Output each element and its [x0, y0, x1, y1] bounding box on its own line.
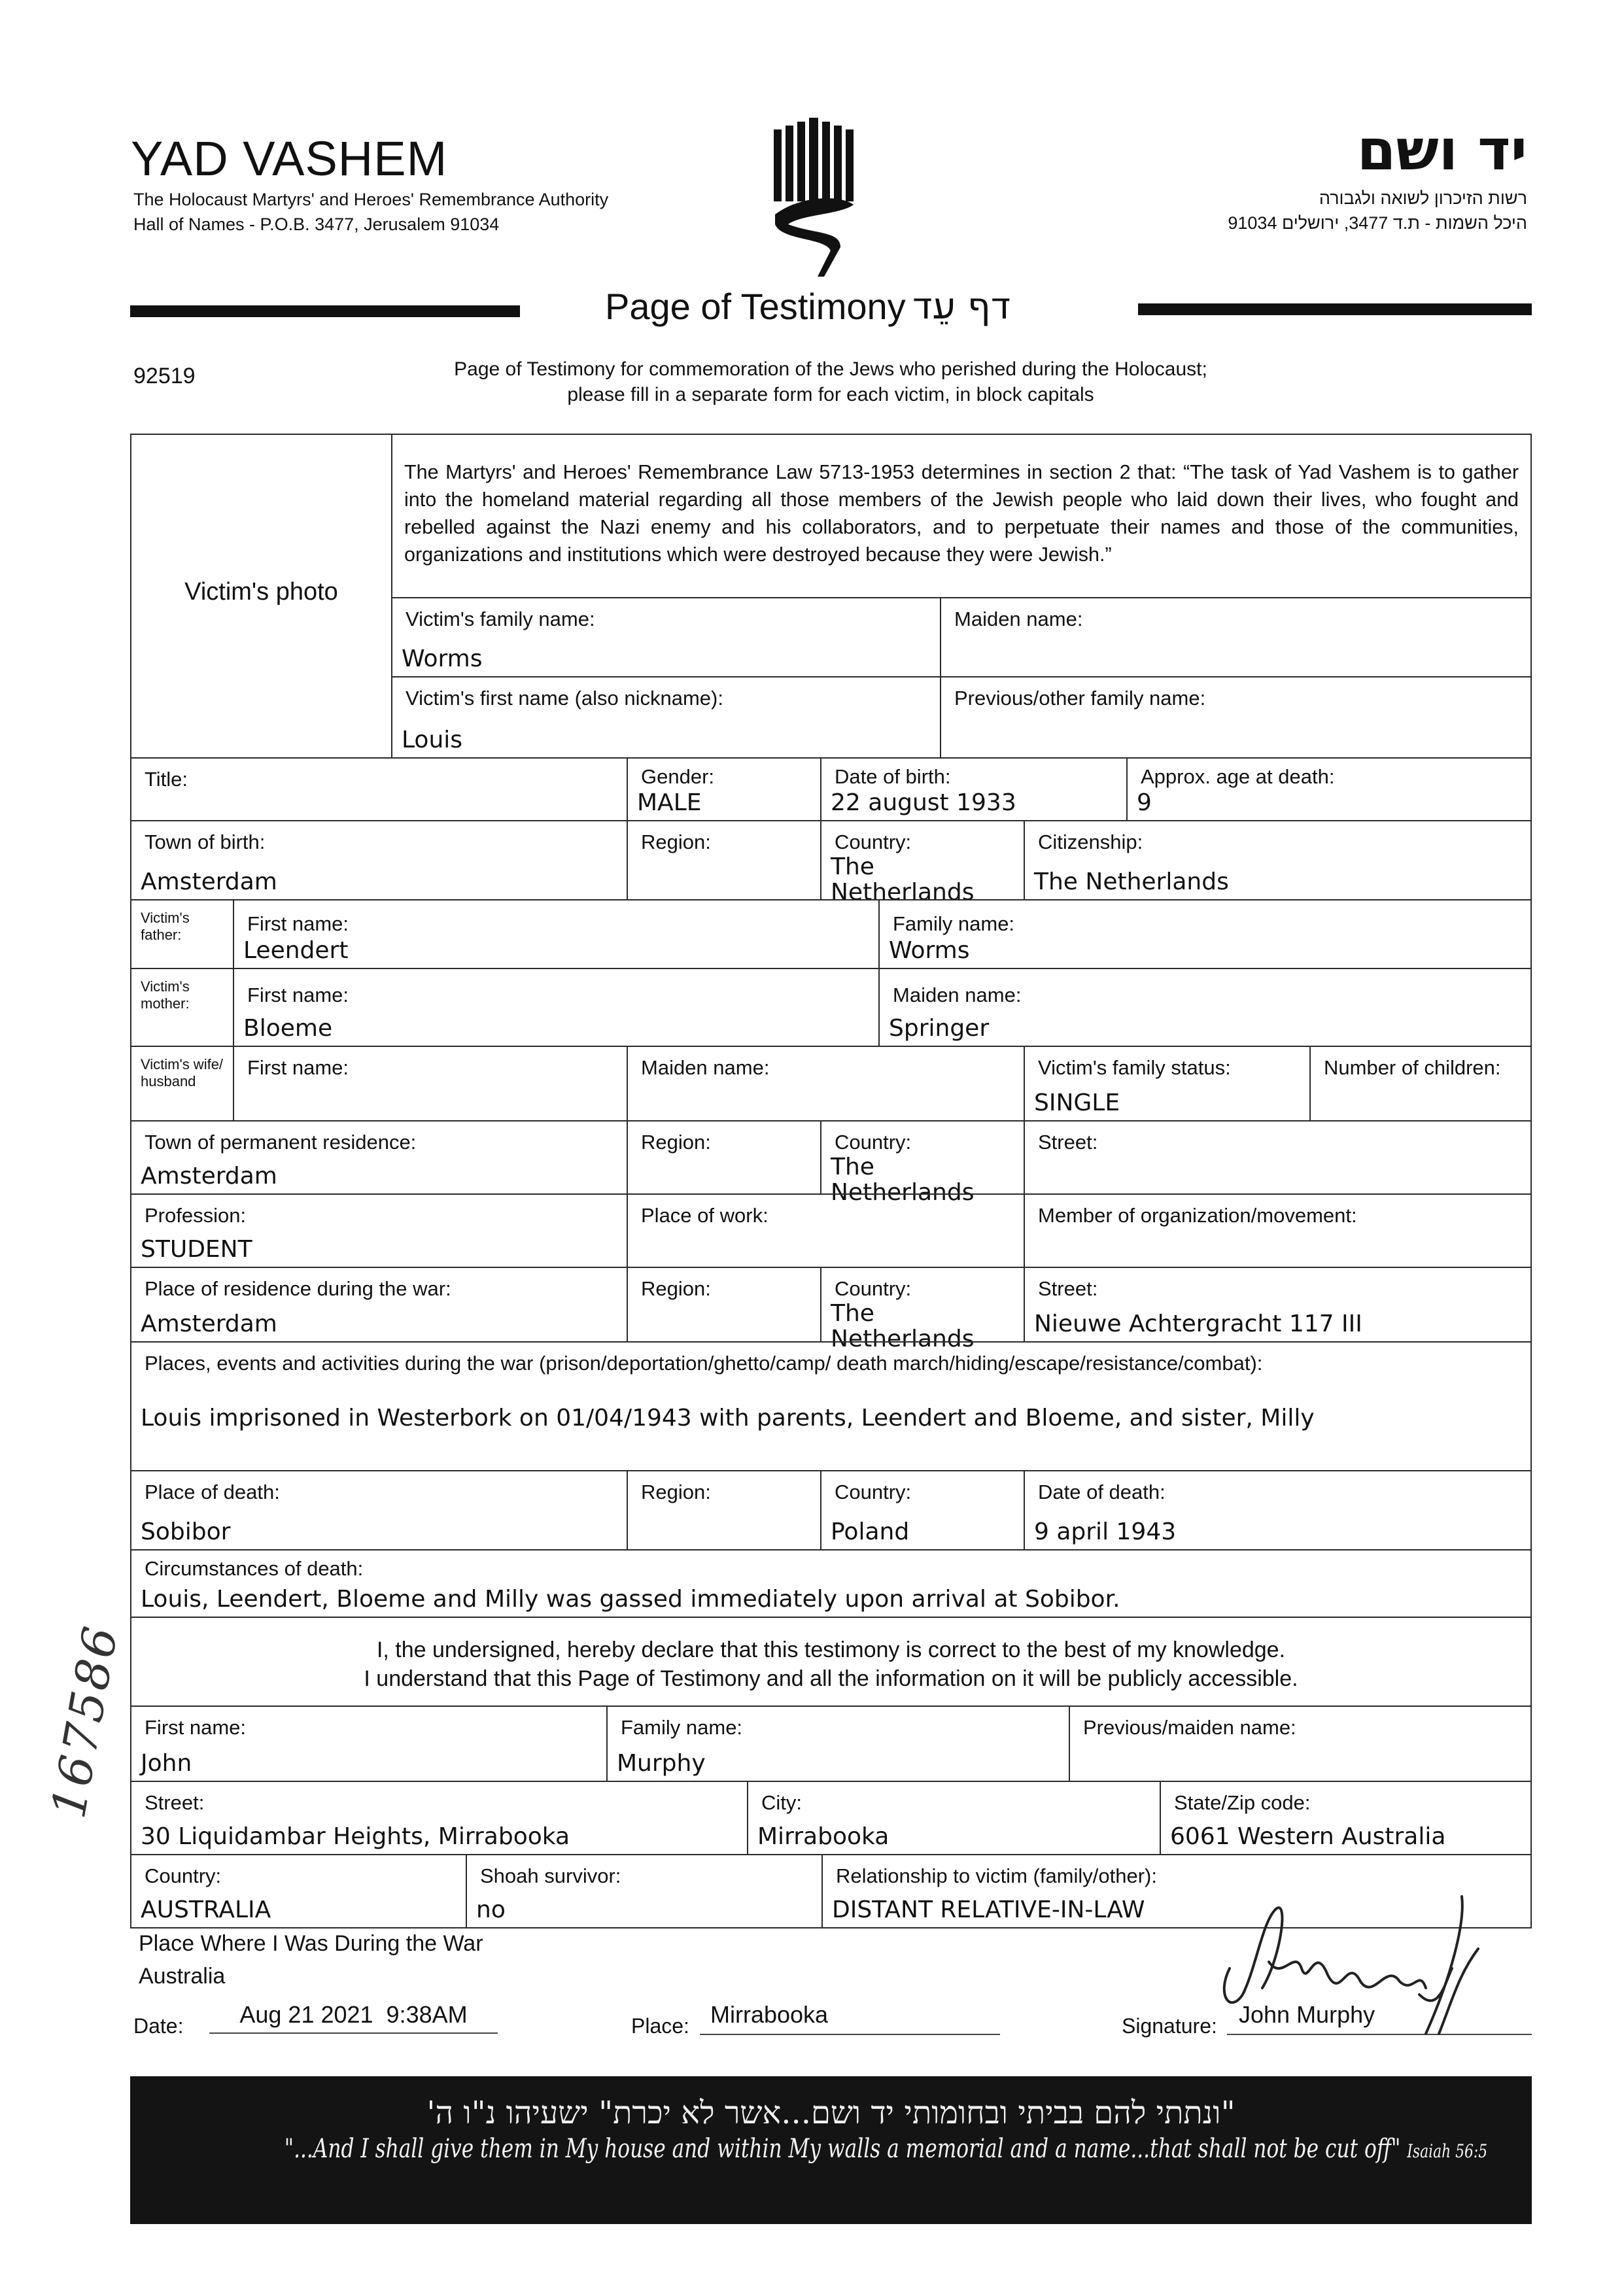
label: Place of residence during the war: — [145, 1277, 451, 1300]
value: Springer — [889, 1015, 990, 1042]
war-places-field[interactable] — [130, 1341, 1532, 1471]
declaration-line-1: I, the undersigned, hereby declare that this testimony is correct to the best of my knowledge. — [376, 1637, 1286, 1662]
signature-name[interactable]: John Murphy — [1239, 2001, 1375, 2028]
submitter-previous-name-field[interactable] — [1069, 1705, 1532, 1782]
organization-field[interactable] — [1024, 1193, 1532, 1268]
victim-family-name-field[interactable] — [391, 597, 941, 677]
date-underline — [209, 2032, 498, 2034]
value: Bloeme — [243, 1015, 333, 1042]
value: Louis, Leendert, Bloeme and Milly was gassed immediately upon arrival at Sobibor. — [141, 1586, 1120, 1613]
isaiah-quote-banner — [130, 2076, 1532, 2224]
victim-first-name-field[interactable] — [391, 676, 941, 759]
banner-hebrew: "ונתתי להם בביתי ובחומותי יד ושם...אשר לא יכרת" ישעיהו נ"ו ה' — [426, 2095, 1235, 2131]
org-address: Hall of Names - P.O.B. 3477, Jerusalem 91034 — [133, 214, 500, 234]
label: Country: — [835, 1277, 912, 1300]
org-name-hebrew: יד ושם — [1356, 118, 1527, 183]
father-first-name-field[interactable] — [233, 899, 880, 969]
death-region-field[interactable] — [627, 1470, 821, 1551]
value: Poland — [831, 1518, 910, 1546]
org-subtitle-hebrew: רשות הזיכרון לשואה ולגבורה — [1319, 188, 1527, 208]
title-rule-right — [1138, 303, 1532, 315]
victim-photo-label: Victim's photo — [184, 578, 338, 606]
label: Region: — [641, 1131, 711, 1154]
org-address-hebrew: היכל השמות - ת.ד 3477, ירושלים 91034 — [1228, 213, 1527, 233]
label: Street: — [1038, 1277, 1098, 1300]
place-value[interactable]: Mirrabooka — [710, 2001, 829, 2028]
gender-field[interactable] — [627, 757, 821, 821]
label: Relationship to victim (family/other): — [836, 1864, 1157, 1887]
value: John — [141, 1750, 192, 1777]
value: The Netherlands — [831, 1299, 975, 1353]
org-subtitle: The Holocaust Martyrs' and Heroes' Remembrance Authority — [133, 190, 609, 209]
form-number: 92519 — [133, 364, 196, 388]
war-place-label: Place Where I Was During the War — [139, 1931, 483, 1956]
form-title-hebrew: דף עֵד — [912, 285, 1011, 328]
value: Leendert — [243, 937, 349, 965]
instructions-line-1: Page of Testimony for commemoration of the Jews who perished during the Holocaust; — [454, 358, 1207, 380]
label: Street: — [145, 1791, 205, 1814]
number-of-children-field[interactable] — [1309, 1046, 1532, 1122]
label: Town of permanent residence: — [145, 1131, 417, 1154]
label: Approx. age at death: — [1141, 765, 1335, 788]
value: Amsterdam — [141, 1163, 277, 1190]
label: Gender: — [641, 765, 715, 788]
label: Maiden name: — [954, 608, 1083, 630]
title-rule-left — [130, 305, 520, 317]
label: Profession: — [145, 1204, 247, 1227]
victim-maiden-name-field[interactable] — [940, 597, 1532, 677]
label: Victim's family name: — [406, 608, 595, 630]
family-status-field[interactable] — [1024, 1046, 1311, 1122]
label: Country: — [835, 1131, 912, 1154]
value: Mirrabooka — [757, 1823, 890, 1851]
value: Louis — [402, 727, 463, 754]
declaration-line-2: I understand that this Page of Testimony and all the information on it will be publicly accessible. — [364, 1666, 1298, 1691]
label: Title: — [145, 768, 188, 791]
residence-region-field[interactable] — [627, 1120, 821, 1195]
label: First name: — [247, 1056, 349, 1079]
date-value[interactable]: Aug 21 2021 9:38AM — [239, 2001, 468, 2028]
residence-street-field[interactable] — [1024, 1120, 1532, 1195]
mother-first-name-field[interactable] — [233, 968, 880, 1047]
label: Previous/maiden name: — [1083, 1716, 1296, 1739]
label: Country: — [835, 831, 912, 853]
victim-photo-box[interactable] — [130, 434, 392, 759]
declaration — [130, 1617, 1532, 1707]
yad-vashem-logo — [762, 116, 880, 280]
label: Region: — [641, 831, 711, 853]
date-of-death-field[interactable] — [1024, 1470, 1532, 1551]
law-text: The Martyrs' and Heroes' Remembrance Law 5713-1953 determines in section 2 that: “The task of Yad Vashem is to gather into the homeland material regarding all those members of the Jewish people who laid down their lives, who fought and rebelled against the Nazi enemy and his collaborators, and to perpetuate their names and those of the communities, organizations and institutions which were destroyed because they were Jewish.” — [391, 434, 1532, 598]
town-of-birth-field[interactable] — [130, 820, 628, 900]
handwritten-archive-number: 167586 — [41, 1620, 129, 1823]
value: Sobibor — [141, 1518, 231, 1546]
label: Victim's first name (also nickname): — [406, 687, 723, 710]
submitter-city-field[interactable] — [747, 1781, 1161, 1855]
label: Place of work: — [641, 1204, 769, 1227]
value: 22 august 1933 — [831, 789, 1016, 817]
label: Circumstances of death: — [145, 1557, 364, 1580]
submitter-street-field[interactable] — [130, 1781, 748, 1855]
value: Amsterdam — [141, 1311, 277, 1338]
death-country-field[interactable] — [820, 1470, 1025, 1551]
label: Maiden name: — [641, 1056, 770, 1079]
label: First name: — [247, 912, 349, 935]
place-of-death-field[interactable] — [130, 1470, 628, 1551]
banner-citation: Isaiah 56:5 — [1407, 2140, 1488, 2162]
signature-label: Signature: — [1122, 2014, 1217, 2038]
mother-maiden-name-field[interactable] — [878, 968, 1532, 1047]
banner-english: "...And I shall give them in My house and within My walls a memorial and a name...that shall not be cut off" — [284, 2134, 1401, 2164]
instructions — [366, 356, 1295, 407]
label: Country: — [835, 1481, 912, 1503]
shoah-survivor-field[interactable] — [466, 1854, 823, 1928]
instructions-line-2: please fill in a separate form for each victim, in block capitals — [567, 384, 1094, 405]
label: Date of birth: — [835, 765, 951, 788]
value: DISTANT RELATIVE-IN-LAW — [832, 1896, 1145, 1924]
war-residence-field[interactable] — [130, 1267, 628, 1343]
label: Country: — [145, 1864, 222, 1887]
submitter-first-name-field[interactable] — [130, 1705, 608, 1782]
place-underline — [700, 2034, 1000, 2035]
value: Murphy — [617, 1750, 706, 1777]
label: Victim's mother: — [141, 978, 190, 1012]
value: 6061 Western Australia — [1170, 1823, 1446, 1851]
label: Victim's wife/ husband — [141, 1056, 224, 1090]
label: State/Zip code: — [1174, 1791, 1311, 1814]
value: AUSTRALIA — [141, 1896, 271, 1924]
father-row-label — [130, 899, 234, 969]
label: Previous/other family name: — [954, 687, 1206, 710]
spouse-first-name-field[interactable] — [233, 1046, 628, 1122]
value: 9 — [1137, 789, 1152, 817]
value: The Netherlands — [831, 1153, 975, 1207]
label: First name: — [247, 984, 349, 1006]
label: Town of birth: — [145, 831, 266, 853]
age-at-death-field[interactable] — [1126, 757, 1532, 821]
banner-english-line — [284, 2134, 1488, 2164]
permanent-residence-field[interactable] — [130, 1120, 628, 1195]
birth-country-field[interactable] — [820, 820, 1025, 906]
value: Amsterdam — [141, 868, 277, 896]
value: STUDENT — [141, 1236, 252, 1263]
label: Number of children: — [1324, 1056, 1501, 1079]
label: Place of death: — [145, 1481, 280, 1503]
value: no — [476, 1896, 506, 1924]
label: Region: — [641, 1277, 711, 1300]
date-of-birth-field[interactable] — [820, 757, 1128, 821]
label: Date of death: — [1038, 1481, 1166, 1503]
submitter-family-name-field[interactable] — [606, 1705, 1070, 1782]
submitter-zip-field[interactable] — [1160, 1781, 1532, 1855]
handwritten-signature — [1203, 1883, 1517, 2040]
label: Places, events and activities during the war (prison/deportation/ghetto/camp/ death march/hiding/escape/resistance/combat): — [145, 1352, 1263, 1375]
value: Worms — [889, 937, 970, 965]
value: Nieuwe Achtergracht 117 III — [1034, 1311, 1362, 1338]
profession-field[interactable] — [130, 1193, 628, 1268]
spouse-maiden-name-field[interactable] — [627, 1046, 1025, 1122]
war-region-field[interactable] — [627, 1267, 821, 1343]
label: City: — [761, 1791, 802, 1814]
residence-country-field[interactable] — [820, 1120, 1025, 1207]
value: MALE — [637, 789, 702, 817]
value: The Netherlands — [831, 853, 975, 906]
value: Worms — [402, 645, 483, 673]
place-of-work-field[interactable] — [627, 1193, 1025, 1268]
value: SINGLE — [1034, 1089, 1120, 1117]
form-title: Page of Testimony — [605, 286, 906, 327]
date-label: Date: — [133, 2014, 184, 2038]
label: Shoah survivor: — [480, 1864, 621, 1887]
mother-row-label — [130, 968, 234, 1047]
value: 30 Liquidambar Heights, Mirrabooka — [141, 1823, 570, 1851]
label: First name: — [145, 1716, 247, 1739]
label: Street: — [1038, 1131, 1098, 1154]
father-family-name-field[interactable] — [878, 899, 1532, 969]
title-field[interactable] — [130, 757, 628, 821]
citizenship-field[interactable] — [1024, 820, 1532, 900]
label: Family name: — [893, 912, 1015, 935]
label: Citizenship: — [1038, 831, 1143, 853]
victim-previous-name-field[interactable] — [940, 676, 1532, 759]
place-label: Place: — [631, 2014, 689, 2038]
value: The Netherlands — [1034, 868, 1229, 896]
label: Maiden name: — [893, 984, 1022, 1006]
spouse-row-label — [130, 1046, 234, 1122]
birth-region-field[interactable] — [627, 820, 821, 900]
label: Victim's father: — [141, 910, 190, 944]
label: Family name: — [621, 1716, 743, 1739]
label: Region: — [641, 1481, 711, 1503]
submitter-country-field[interactable] — [130, 1854, 467, 1928]
label: Member of organization/movement: — [1038, 1204, 1357, 1227]
value: Louis imprisoned in Westerbork on 01/04/1943 with parents, Leendert and Bloeme, and sister, Milly — [141, 1404, 1315, 1431]
war-country-field[interactable] — [820, 1267, 1025, 1353]
label: Victim's family status: — [1038, 1056, 1231, 1079]
org-name: YAD VASHEM — [131, 131, 448, 186]
war-street-field[interactable] — [1024, 1267, 1532, 1343]
war-place-value: Australia — [139, 1964, 226, 1989]
value: 9 april 1943 — [1034, 1518, 1177, 1546]
circumstances-field[interactable] — [130, 1549, 1532, 1618]
